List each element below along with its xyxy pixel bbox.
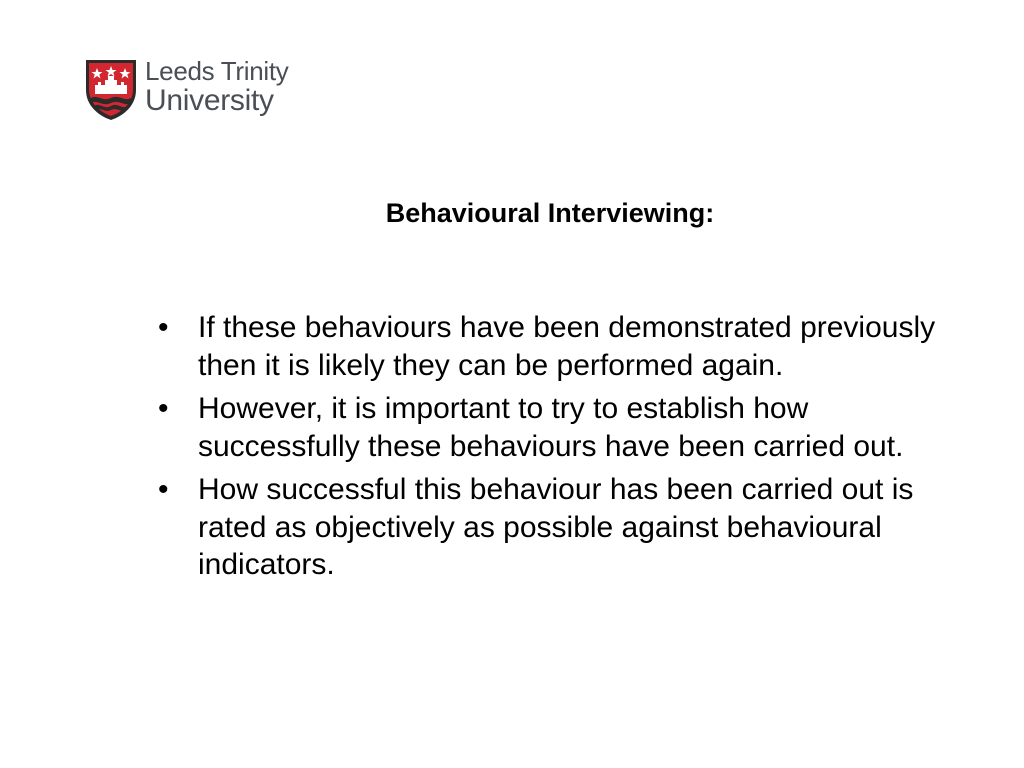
- logo-wordmark: [145, 56, 289, 117]
- university-logo: [83, 52, 289, 124]
- bullet-item-2: [158, 390, 958, 465]
- bullet-list: [158, 309, 958, 590]
- logo-text-line1: Leeds Trinity: [145, 56, 289, 86]
- bullet-text: How successful this behaviour has been carried out is rated as objectively as possible against behavioural indicators.: [198, 473, 914, 581]
- bullet-item-3: [158, 471, 958, 584]
- bullet-item-1: [158, 309, 958, 384]
- slide-title: Behavioural Interviewing:: [385, 198, 715, 228]
- shield-crest-icon: [83, 54, 139, 122]
- bullet-marker: •: [158, 392, 169, 425]
- logo-text-line2: University: [145, 84, 274, 117]
- bullet-marker: •: [158, 473, 169, 506]
- bullet-text: If these behaviours have been demonstrated previously then it is likely they can be performed again.: [198, 311, 936, 382]
- bullet-marker: •: [158, 311, 169, 344]
- bullet-text: However, it is important to try to establish how successfully these behaviours have been carried out.: [198, 392, 904, 463]
